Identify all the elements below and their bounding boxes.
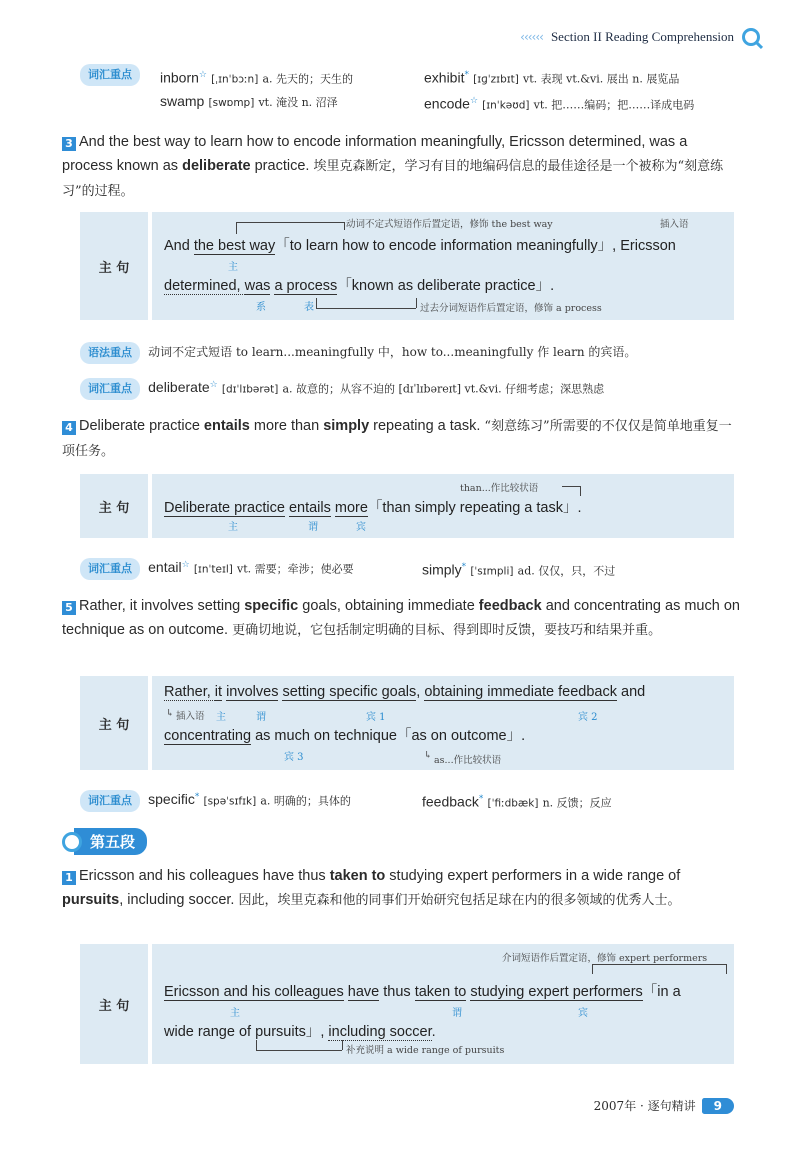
tag-object: 宾 [578, 1008, 588, 1019]
linking-verb: was [244, 278, 271, 294]
sentence-text: studying expert performers in a wide range of [385, 868, 681, 884]
subject: the best way [193, 238, 276, 254]
main-clause-label: 主 句 [80, 212, 152, 320]
sentence-number: 1 [62, 871, 76, 885]
phonetic: [ɪnˈkəʊd] [482, 99, 530, 112]
tag-subject: 主 [228, 522, 238, 533]
predicative: a process [274, 278, 338, 294]
definition: a. 故意的；从容不迫的 [dɪˈlɪbəreɪt] vt.&vi. 仔细考虑；深思熟虑 [282, 382, 605, 396]
star-mark: * [194, 792, 200, 802]
sentence-text: goals, obtaining immediate [298, 598, 479, 614]
text: as much on technique [251, 728, 397, 744]
phonetic: [dɪˈlɪbərət] [221, 383, 279, 396]
clause-line-2 [164, 724, 525, 745]
tag-predicate: 谓 [452, 1008, 462, 1019]
object: studying expert performers [470, 984, 643, 1000]
arrow-icon: ↳ [424, 750, 432, 761]
sentence-text: and concentrating as much on technique as on outcome. [62, 598, 740, 638]
star-mark: * [478, 794, 484, 804]
subject: it [214, 684, 223, 700]
grammar-note-3 [80, 342, 636, 364]
paragraph-4 [62, 414, 742, 464]
text: and [617, 684, 646, 700]
object-2: obtaining immediate feedback [424, 684, 617, 700]
definition: n. 反馈；反应 [542, 796, 612, 810]
paragraph-3 [62, 130, 742, 204]
translation: 埃里克森断定，学习有目的地编码信息的最佳途径是一个被称为“刻意练习”的过程。 [62, 159, 724, 199]
section-heading [62, 828, 147, 855]
phonetic: [spəˈsɪfɪk] [203, 795, 257, 808]
parenthesis: determined, [164, 278, 245, 294]
word-encode: encode [424, 95, 470, 112]
tag-predicate: 谓 [308, 522, 318, 533]
text: 「to learn how to encode information meaningfully」, Ericsson [275, 238, 676, 254]
sentence-text: Deliberate practice [79, 418, 204, 434]
annotation-parenthesis: 插入语 [660, 219, 689, 230]
arrow-icon: ↳ [166, 708, 174, 719]
text: 「than simply repeating a task」. [367, 500, 582, 516]
paragraph-5 [62, 594, 742, 643]
tag-object-1: 宾 1 [366, 712, 386, 723]
keyword: taken to [329, 868, 386, 884]
vocab-block-1 [80, 64, 140, 86]
sentence-text: Rather, it involves setting [79, 598, 245, 614]
keyword: deliberate [182, 158, 251, 174]
word-exhibit: exhibit [424, 69, 465, 86]
phonetic: [ˌɪnˈbɔːn] [211, 73, 259, 86]
tag-subject: 主 [230, 1008, 240, 1019]
definition: vt. 表现 vt.&vi. 展出 n. 展览品 [523, 72, 680, 86]
tag-subject: 主 [228, 262, 238, 273]
annotation-infinitive: 动词不定式短语作后置定语，修饰 the best way [346, 219, 553, 230]
vocab-block-4 [80, 556, 354, 580]
keyword: pursuits [62, 892, 120, 908]
tag-predicate: 谓 [256, 712, 266, 723]
phonetic: [ɪɡˈzɪbɪt] [473, 73, 519, 86]
phonetic: [ɪnˈteɪl] [193, 563, 233, 576]
sentence-text: , including soccer. [119, 892, 239, 908]
section-title: Section II Reading Comprehension [550, 29, 734, 44]
magnifier-icon [742, 28, 760, 46]
tag-object-2: 宾 2 [578, 712, 598, 723]
grammar-text: 动词不定式短语 to learn...meaningfully 中，how to...meaningfully 作 learn 的宾语。 [148, 345, 637, 359]
subject: Deliberate practice [164, 500, 285, 516]
supplement: including soccer [328, 1024, 432, 1040]
clause-line-1 [164, 980, 681, 1001]
star-mark: ☆ [198, 70, 207, 80]
main-clause-box-5 [80, 676, 734, 770]
word-feedback: feedback [422, 793, 479, 810]
predicate: involves [226, 684, 279, 700]
annotation-supplement: 补充说明 a wide range of pursuits [346, 1045, 505, 1056]
definition: vt. 需要；牵涉；使必要 [237, 562, 354, 576]
phonetic: [ˈsɪmpli] [470, 565, 514, 578]
phonetic: [ˈfiːdbæk] [487, 797, 539, 810]
vocab-deliberate [80, 376, 604, 400]
vocab-simply [422, 558, 615, 580]
tag-subject: 主 [216, 712, 226, 723]
clause-line-1 [164, 684, 645, 700]
text: 「in a [642, 984, 681, 1000]
definition: a. 明确的；具体的 [260, 794, 351, 808]
tag-object: 宾 [356, 522, 366, 533]
word: deliberate [148, 379, 210, 396]
definition: a. 先天的；天生的 [262, 72, 353, 86]
clause-line-1 [164, 234, 676, 255]
page-number: 9 [702, 1098, 734, 1114]
object: more [334, 500, 368, 516]
vocab-block-5 [80, 788, 351, 812]
translation: 更确切地说，它包括制定明确的目标、得到即时反馈，要技巧和结果并重。 [232, 623, 662, 638]
vocab-label: 词汇重点 [80, 790, 140, 812]
star-mark: ☆ [209, 380, 218, 390]
clause-line [164, 496, 582, 517]
vocab-swamp [160, 92, 338, 112]
keyword: feedback [478, 598, 542, 614]
star-mark: * [461, 562, 467, 572]
keyword: simply [323, 418, 370, 434]
star-mark: ☆ [469, 96, 479, 106]
predicate: entails [288, 500, 331, 516]
clause-line-2 [164, 274, 554, 295]
vocab-encode [424, 92, 694, 114]
word-inborn: inborn [160, 69, 199, 86]
vocab-exhibit [424, 66, 679, 88]
word-simply: simply [422, 561, 462, 578]
footer-text: 2007年 · 逐句精讲 [593, 1099, 696, 1113]
page-footer [594, 1097, 734, 1114]
section-label: 第五段 [74, 828, 147, 855]
clause-line-2 [164, 1020, 436, 1041]
vocab-label: 词汇重点 [80, 64, 140, 86]
main-clause-box-3 [80, 212, 734, 320]
predicate-part: have [347, 984, 380, 1000]
annotation-comparison: than...作比较状语 [460, 483, 539, 494]
main-clause-box-4 [80, 474, 734, 538]
text: . [431, 1024, 436, 1040]
tag-predicative: 表 [304, 302, 314, 313]
text: 「as on outcome」. [396, 728, 526, 744]
definition: vt. 把……编码；把……译成电码 [533, 98, 695, 112]
page-header [520, 28, 760, 46]
keyword: entails [203, 418, 250, 434]
vocab-label: 词汇重点 [80, 378, 140, 400]
star-mark: ☆ [181, 560, 190, 570]
sentence-text: practice. [250, 158, 314, 174]
word-entail: entail [148, 559, 182, 576]
main-clause-label: 主 句 [80, 944, 152, 1064]
annotation-parenthesis: 插入语 [176, 711, 205, 722]
sentence-text: And the best way to learn how to encode information meaningfully, Ericsson determined, was a process known as [62, 134, 688, 174]
sentence-text: repeating a task. [369, 418, 485, 434]
predicate-part: taken to [414, 984, 467, 1000]
tag-object-3: 宾 3 [284, 752, 304, 763]
sentence-text: more than [249, 418, 324, 434]
translation: 因此，埃里克森和他的同事们开始研究包括足球在内的很多领域的优秀人士。 [238, 893, 681, 908]
sentence-number: 3 [62, 137, 76, 151]
subject: Ericsson and his colleagues [164, 984, 344, 1000]
phonetic: [swɒmp] [208, 97, 255, 109]
magnifier-icon [62, 832, 82, 852]
definition: vt. 淹没 n. 沼泽 [258, 96, 338, 109]
vocab-feedback [422, 790, 612, 812]
parenthesis: Rather, [164, 684, 215, 700]
paragraph-5-1 [62, 864, 742, 913]
chevron-left-icons: ‹‹‹‹‹‹ [520, 30, 543, 44]
object-3: concentrating [164, 728, 252, 744]
main-clause-label: 主 句 [80, 676, 152, 770]
vocab-label: 词汇重点 [80, 558, 140, 580]
word-swamp: swamp [160, 93, 205, 109]
object-1: setting specific goals [282, 684, 417, 700]
word-specific: specific [148, 791, 195, 808]
sentence-text: Ericsson and his colleagues have thus [79, 868, 330, 884]
text: , [416, 684, 425, 700]
grammar-label: 语法重点 [80, 342, 140, 364]
sentence-number: 4 [62, 421, 76, 435]
vocab-inborn [160, 66, 353, 88]
text: And [164, 238, 194, 254]
sentence-number: 5 [62, 601, 76, 615]
definition: ad. 仅仅，只，不过 [517, 564, 616, 578]
text: wide range of pursuits」, [164, 1024, 329, 1040]
tag-link: 系 [256, 302, 266, 313]
annotation-participle: 过去分词短语作后置定语，修饰 a process [420, 303, 602, 314]
main-clause-box-5-1 [80, 944, 734, 1064]
translation: “刻意练习”所需要的不仅仅是简单地重复一项任务。 [62, 419, 732, 459]
keyword: specific [244, 598, 299, 614]
annotation-prepositional: 介词短语作后置定语，修饰 expert performers [502, 953, 708, 964]
text: 「known as deliberate practice」. [337, 278, 555, 294]
star-mark: * [464, 70, 469, 80]
annotation-comparison: as...作比较状语 [434, 755, 502, 766]
main-clause-label: 主 句 [80, 474, 152, 538]
text: thus [379, 984, 415, 1000]
